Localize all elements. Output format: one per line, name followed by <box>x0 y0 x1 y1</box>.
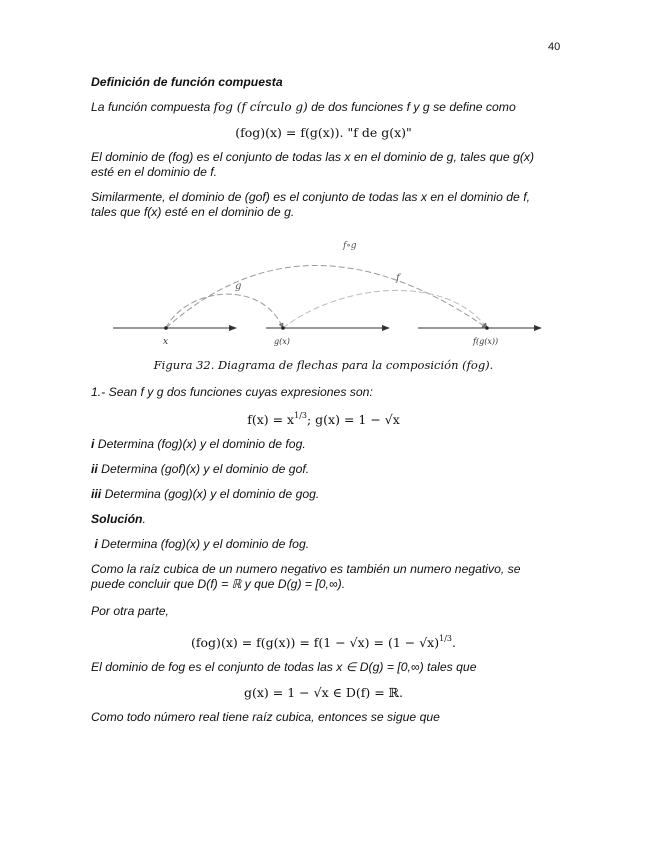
label-fgx: f(g(x)) <box>473 337 499 346</box>
arrow-fog <box>166 266 487 329</box>
point-gx <box>281 326 285 330</box>
composition-arrow-diagram <box>91 228 556 358</box>
diagram-svg <box>91 228 556 358</box>
point-x <box>164 326 168 330</box>
exercise-intro: 1.- Sean f y g dos funciones cuyas expresiones son: <box>91 385 373 399</box>
domain-fog-paragraph: El dominio de fog es el conjunto de todas las x ∈ D(g) = [0,∞) tales que <box>91 660 477 674</box>
item-ii: ii Determina (gof)(x) y el dominio de gof. <box>91 462 310 476</box>
label-f: f <box>396 273 400 284</box>
exercise-formulas: $f(x) = x^{1/3}$; g(x) = 1 − √x <box>247 411 400 427</box>
similar-paragraph: Similarmente, el dominio de (gof) es el conjunto de todas las x en el dominio de f, tales que f(x) esté en el dominio de g. <box>91 190 530 219</box>
figure-caption: Figura 32. Diagrama de flechas para la composición (fog). <box>153 358 494 372</box>
item-i: i Determina (fog)(x) y el dominio de fog. <box>91 437 306 451</box>
point-fgx <box>485 326 489 330</box>
document-body <box>91 75 556 725</box>
section-title: Definición de función compuesta <box>91 75 283 89</box>
arrow-g <box>166 294 283 328</box>
item-iii: iii Determina (gog)(x) y el dominio de gog. <box>91 487 320 501</box>
domain-formula: g(x) = 1 − √x ∈ D(f) = ℝ. <box>244 685 403 700</box>
solution-i: i Determina (fog)(x) y el dominio de fog. <box>94 537 310 551</box>
label-g: g <box>235 281 242 292</box>
label-gx: g(x) <box>274 337 290 346</box>
label-fog: f∘g <box>343 241 357 251</box>
last-paragraph: Como todo número real tiene raíz cubica, entonces se sigue que <box>91 710 440 724</box>
definition-formula: (fog)(x) = f(g(x)). "f de g(x)" <box>235 125 412 140</box>
intro-paragraph: La función compuesta fog (f círculo g) de dos funciones f y g se define como <box>91 100 516 114</box>
label-x: x <box>163 337 169 347</box>
arrow-f <box>283 290 487 328</box>
composition-formula: $(fog)(x) = f(g(x)) = f(1 - √x) = (1 - √x)^{1/3}$. <box>191 634 456 650</box>
page-number: 40 <box>548 41 561 53</box>
cubic-root-paragraph: Como la raíz cubica de un numero negativo es también un numero negativo, se puede concluir que D(f) = ℝ y que D(g) = [0,∞). <box>91 562 521 591</box>
solution-heading: Solución. <box>91 512 146 526</box>
domain-paragraph: El dominio de (fog) es el conjunto de todas las x en el dominio de g, tales que g(x) esté en el dominio de f. <box>91 150 535 179</box>
otra-parte-paragraph: Por otra parte, <box>91 604 169 618</box>
